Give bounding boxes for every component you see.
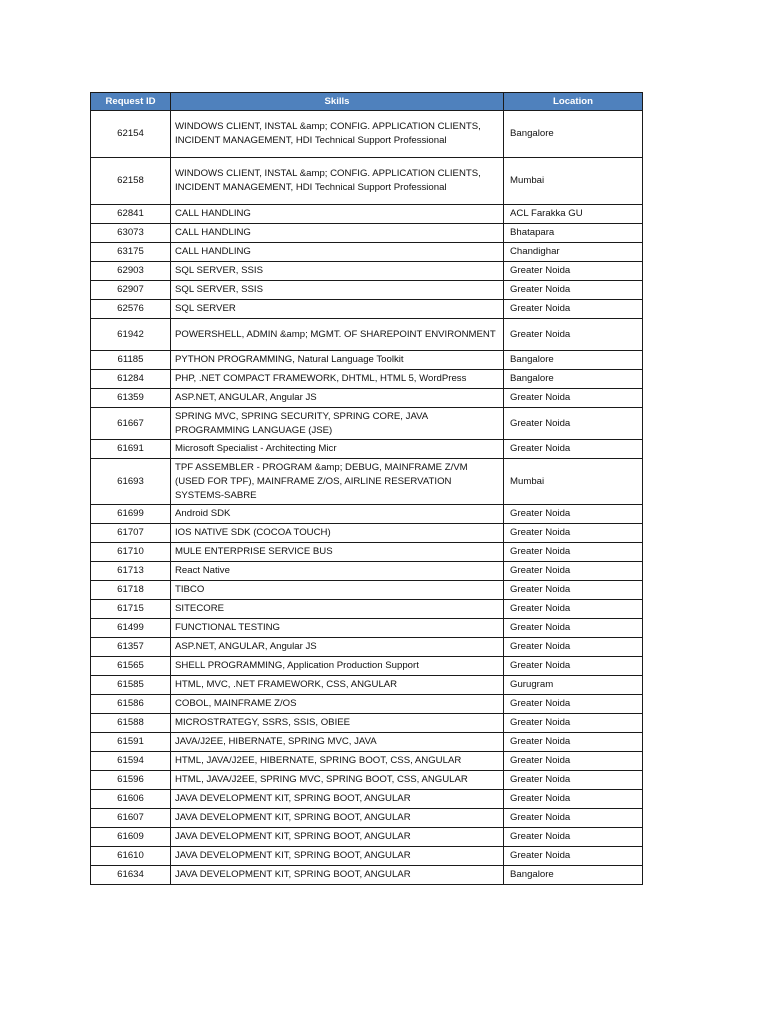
- cell-request-id: 61610: [91, 847, 171, 866]
- cell-skills: COBOL, MAINFRAME Z/OS: [171, 695, 504, 714]
- cell-location: Greater Noida: [504, 619, 643, 638]
- cell-skills: JAVA DEVELOPMENT KIT, SPRING BOOT, ANGULAR: [171, 866, 504, 885]
- table-row: [91, 657, 643, 676]
- table-row: [91, 205, 643, 224]
- cell-request-id: 61607: [91, 809, 171, 828]
- table-row: [91, 351, 643, 370]
- cell-request-id: 62576: [91, 300, 171, 319]
- cell-location: Greater Noida: [504, 524, 643, 543]
- table-row: [91, 370, 643, 389]
- cell-skills: PHP, .NET COMPACT FRAMEWORK, DHTML, HTML 5, WordPress: [171, 370, 504, 389]
- cell-skills: SQL SERVER, SSIS: [171, 281, 504, 300]
- table-row: [91, 440, 643, 459]
- cell-skills: SITECORE: [171, 600, 504, 619]
- cell-request-id: 61634: [91, 866, 171, 885]
- table-row: [91, 543, 643, 562]
- cell-request-id: 61591: [91, 733, 171, 752]
- table-row: [91, 389, 643, 408]
- cell-skills: WINDOWS CLIENT, INSTAL &amp; CONFIG. APPLICATION CLIENTS, INCIDENT MANAGEMENT, HDI Technical Support Professional: [171, 158, 504, 205]
- table-row: [91, 243, 643, 262]
- cell-location: Bangalore: [504, 866, 643, 885]
- cell-request-id: 61691: [91, 440, 171, 459]
- cell-request-id: 61718: [91, 581, 171, 600]
- cell-skills: PYTHON PROGRAMMING, Natural Language Toolkit: [171, 351, 504, 370]
- table-row: [91, 695, 643, 714]
- cell-skills: ASP.NET, ANGULAR, Angular JS: [171, 389, 504, 408]
- header-location: Location: [504, 93, 643, 111]
- cell-request-id: 61596: [91, 771, 171, 790]
- cell-location: Bangalore: [504, 111, 643, 158]
- cell-location: Bangalore: [504, 370, 643, 389]
- cell-request-id: 62907: [91, 281, 171, 300]
- table-row: [91, 524, 643, 543]
- table-row: [91, 866, 643, 885]
- cell-location: Greater Noida: [504, 281, 643, 300]
- table-row: [91, 714, 643, 733]
- table-row: [91, 459, 643, 505]
- table-row: [91, 809, 643, 828]
- cell-request-id: 61693: [91, 459, 171, 505]
- table-row: [91, 828, 643, 847]
- cell-location: Bangalore: [504, 351, 643, 370]
- cell-request-id: 63073: [91, 224, 171, 243]
- cell-skills: TPF ASSEMBLER - PROGRAM &amp; DEBUG, MAINFRAME Z/VM (USED FOR TPF), MAINFRAME Z/OS, AIRLINE RESERVATION SYSTEMS-SABRE: [171, 459, 504, 505]
- cell-request-id: 61667: [91, 408, 171, 440]
- cell-request-id: 61588: [91, 714, 171, 733]
- cell-location: Greater Noida: [504, 389, 643, 408]
- cell-request-id: 62158: [91, 158, 171, 205]
- cell-skills: CALL HANDLING: [171, 224, 504, 243]
- table-row: [91, 562, 643, 581]
- cell-skills: SQL SERVER: [171, 300, 504, 319]
- table-row: [91, 224, 643, 243]
- cell-skills: CALL HANDLING: [171, 243, 504, 262]
- cell-location: Greater Noida: [504, 638, 643, 657]
- table-row: [91, 790, 643, 809]
- cell-skills: JAVA DEVELOPMENT KIT, SPRING BOOT, ANGULAR: [171, 809, 504, 828]
- cell-location: Mumbai: [504, 459, 643, 505]
- table-row: [91, 600, 643, 619]
- cell-request-id: 61585: [91, 676, 171, 695]
- table-row: [91, 281, 643, 300]
- cell-location: Greater Noida: [504, 505, 643, 524]
- cell-location: Greater Noida: [504, 600, 643, 619]
- table-body: [91, 111, 643, 885]
- cell-request-id: 61284: [91, 370, 171, 389]
- cell-location: Greater Noida: [504, 790, 643, 809]
- cell-request-id: 61710: [91, 543, 171, 562]
- cell-location: Greater Noida: [504, 771, 643, 790]
- cell-location: Greater Noida: [504, 809, 643, 828]
- cell-skills: HTML, MVC, .NET FRAMEWORK, CSS, ANGULAR: [171, 676, 504, 695]
- cell-location: Bhatapara: [504, 224, 643, 243]
- cell-location: Greater Noida: [504, 847, 643, 866]
- request-table: [90, 92, 643, 885]
- cell-skills: SPRING MVC, SPRING SECURITY, SPRING CORE, JAVA PROGRAMMING LANGUAGE (JSE): [171, 408, 504, 440]
- cell-location: Greater Noida: [504, 714, 643, 733]
- cell-request-id: 62903: [91, 262, 171, 281]
- cell-location: Greater Noida: [504, 440, 643, 459]
- cell-location: Greater Noida: [504, 262, 643, 281]
- cell-request-id: 61942: [91, 319, 171, 351]
- cell-request-id: 61594: [91, 752, 171, 771]
- cell-location: ACL Farakka GU: [504, 205, 643, 224]
- cell-request-id: 62154: [91, 111, 171, 158]
- cell-skills: SHELL PROGRAMMING, Application Production Support: [171, 657, 504, 676]
- cell-skills: SQL SERVER, SSIS: [171, 262, 504, 281]
- cell-skills: JAVA/J2EE, HIBERNATE, SPRING MVC, JAVA: [171, 733, 504, 752]
- cell-request-id: 61586: [91, 695, 171, 714]
- cell-skills: React Native: [171, 562, 504, 581]
- cell-location: Greater Noida: [504, 752, 643, 771]
- cell-skills: POWERSHELL, ADMIN &amp; MGMT. OF SHAREPOINT ENVIRONMENT: [171, 319, 504, 351]
- cell-skills: HTML, JAVA/J2EE, HIBERNATE, SPRING BOOT, CSS, ANGULAR: [171, 752, 504, 771]
- table-row: [91, 262, 643, 281]
- table-row: [91, 505, 643, 524]
- cell-location: Gurugram: [504, 676, 643, 695]
- cell-skills: MICROSTRATEGY, SSRS, SSIS, OBIEE: [171, 714, 504, 733]
- cell-skills: MULE ENTERPRISE SERVICE BUS: [171, 543, 504, 562]
- cell-location: Greater Noida: [504, 408, 643, 440]
- cell-location: Chandighar: [504, 243, 643, 262]
- cell-skills: JAVA DEVELOPMENT KIT, SPRING BOOT, ANGULAR: [171, 847, 504, 866]
- cell-request-id: 61699: [91, 505, 171, 524]
- cell-location: Greater Noida: [504, 300, 643, 319]
- cell-skills: CALL HANDLING: [171, 205, 504, 224]
- table-row: [91, 581, 643, 600]
- cell-location: Greater Noida: [504, 562, 643, 581]
- cell-skills: JAVA DEVELOPMENT KIT, SPRING BOOT, ANGULAR: [171, 790, 504, 809]
- table-row: [91, 319, 643, 351]
- cell-skills: FUNCTIONAL TESTING: [171, 619, 504, 638]
- table-row: [91, 733, 643, 752]
- cell-request-id: 61609: [91, 828, 171, 847]
- cell-skills: TIBCO: [171, 581, 504, 600]
- table-header-row: [91, 93, 643, 111]
- cell-location: Greater Noida: [504, 828, 643, 847]
- cell-request-id: 61713: [91, 562, 171, 581]
- cell-skills: WINDOWS CLIENT, INSTAL &amp; CONFIG. APPLICATION CLIENTS, INCIDENT MANAGEMENT, HDI Technical Support Professional: [171, 111, 504, 158]
- cell-request-id: 61565: [91, 657, 171, 676]
- cell-request-id: 61359: [91, 389, 171, 408]
- cell-request-id: 61357: [91, 638, 171, 657]
- cell-request-id: 61499: [91, 619, 171, 638]
- table-row: [91, 752, 643, 771]
- cell-skills: ASP.NET, ANGULAR, Angular JS: [171, 638, 504, 657]
- header-request-id: Request ID: [91, 93, 171, 111]
- cell-skills: IOS NATIVE SDK (COCOA TOUCH): [171, 524, 504, 543]
- cell-request-id: 62841: [91, 205, 171, 224]
- cell-location: Greater Noida: [504, 581, 643, 600]
- cell-location: Greater Noida: [504, 695, 643, 714]
- cell-location: Mumbai: [504, 158, 643, 205]
- cell-location: Greater Noida: [504, 657, 643, 676]
- table-row: [91, 638, 643, 657]
- cell-request-id: 61185: [91, 351, 171, 370]
- cell-request-id: 61715: [91, 600, 171, 619]
- cell-skills: Microsoft Specialist - Architecting Micr: [171, 440, 504, 459]
- table-row: [91, 847, 643, 866]
- table-row: [91, 676, 643, 695]
- cell-location: Greater Noida: [504, 319, 643, 351]
- table-row: [91, 408, 643, 440]
- table-row: [91, 771, 643, 790]
- cell-request-id: 61606: [91, 790, 171, 809]
- cell-location: Greater Noida: [504, 543, 643, 562]
- cell-request-id: 61707: [91, 524, 171, 543]
- table-row: [91, 619, 643, 638]
- header-skills: Skills: [171, 93, 504, 111]
- table-row: [91, 111, 643, 158]
- cell-skills: HTML, JAVA/J2EE, SPRING MVC, SPRING BOOT, CSS, ANGULAR: [171, 771, 504, 790]
- table-row: [91, 300, 643, 319]
- cell-location: Greater Noida: [504, 733, 643, 752]
- cell-skills: JAVA DEVELOPMENT KIT, SPRING BOOT, ANGULAR: [171, 828, 504, 847]
- table-row: [91, 158, 643, 205]
- cell-request-id: 63175: [91, 243, 171, 262]
- cell-skills: Android SDK: [171, 505, 504, 524]
